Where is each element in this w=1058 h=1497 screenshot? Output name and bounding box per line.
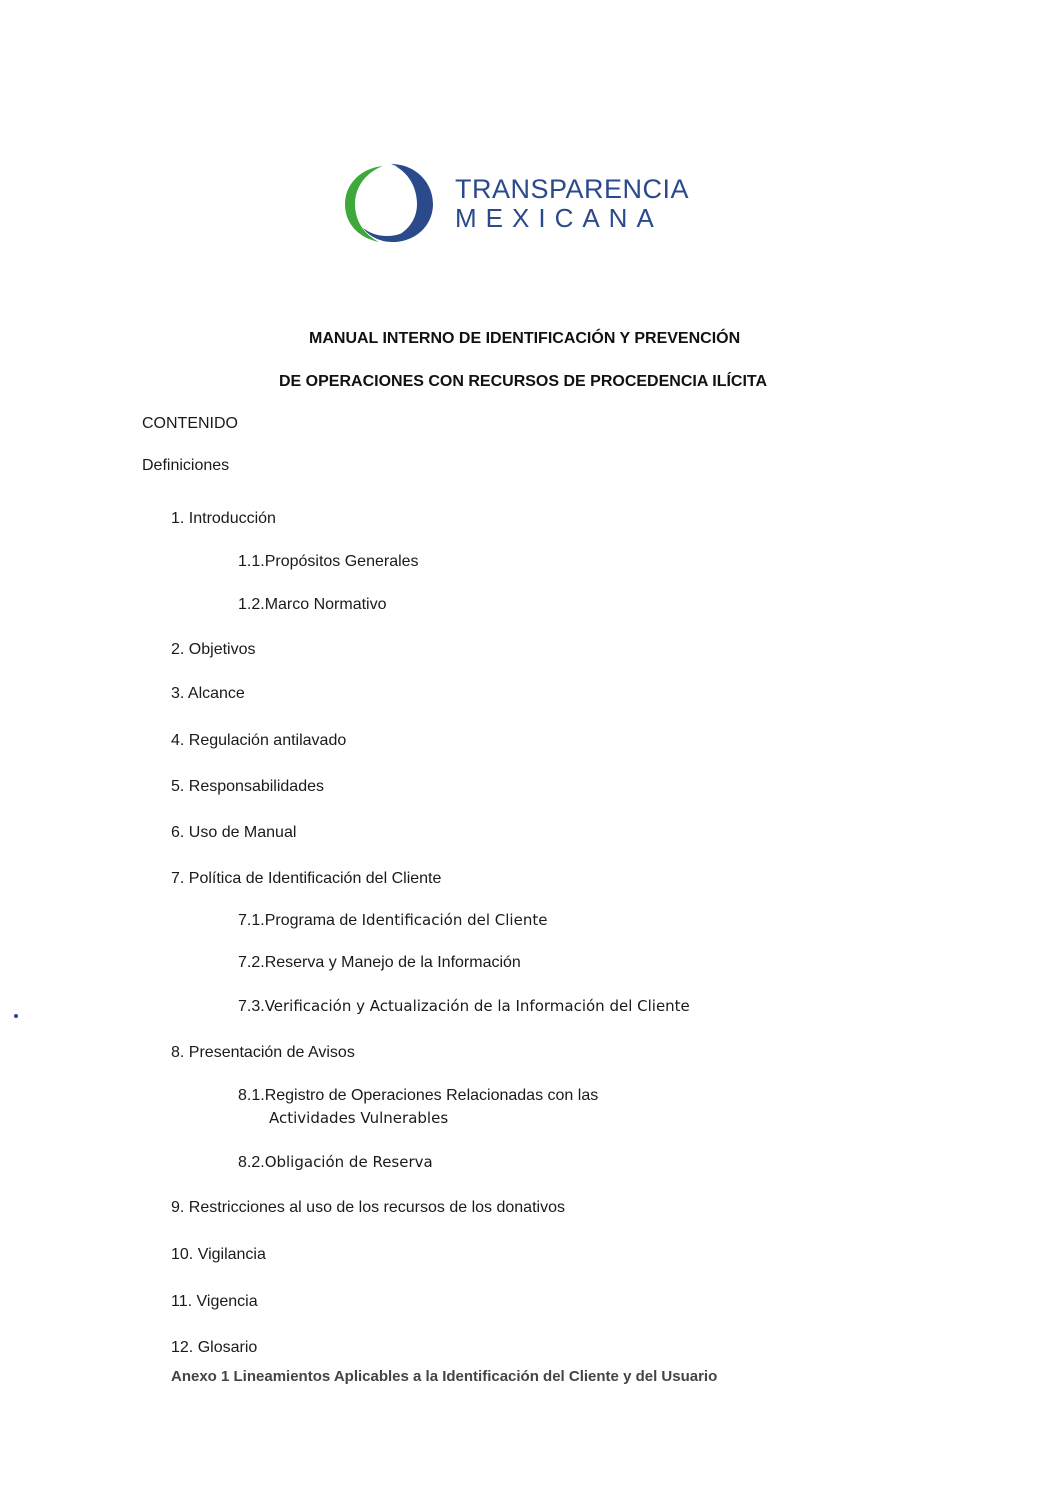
toc-section-1: 1. Introducción — [171, 510, 276, 527]
toc-section-7-1 — [238, 911, 547, 930]
toc-section-9: 9. Restricciones al uso de los recursos de los donativos — [171, 1199, 565, 1216]
toc-section-3: 3. Alcance — [171, 685, 245, 702]
logo-green-arc — [345, 166, 383, 242]
toc-section-8-2 — [238, 1153, 433, 1172]
logo-text-mexicana: MEXICANA — [455, 203, 663, 233]
toc-section-2: 2. Objetivos — [171, 641, 256, 658]
transparencia-mexicana-logo-icon — [343, 162, 435, 244]
toc-section-7-3-number: 7.3. — [238, 998, 265, 1015]
toc-section-4: 4. Regulación antilavado — [171, 732, 347, 749]
toc-section-8-1-line1: 8.1.Registro de Operaciones Relacionadas con las — [238, 1087, 599, 1104]
toc-section-10: 10. Vigilancia — [171, 1246, 266, 1263]
toc-section-7-3-text: Verificación y Actualización de la Información del Cliente — [264, 997, 690, 1015]
toc-section-7: 7. Política de Identificación del Cliente — [171, 870, 442, 887]
annex-1: Anexo 1 Lineamientos Aplicables a la Identificación del Cliente y del Usuario — [171, 1368, 718, 1385]
toc-section-7-3 — [238, 997, 690, 1016]
toc-section-12: 12. Glosario — [171, 1339, 258, 1356]
toc-section-7-2: 7.2.Reserva y Manejo de la Información — [238, 954, 521, 971]
margin-dot — [14, 1014, 18, 1018]
toc-section-1-1: 1.1.Propósitos Generales — [238, 553, 419, 570]
contents-heading: CONTENIDO — [142, 415, 238, 432]
toc-definitions: Definiciones — [142, 457, 230, 474]
toc-section-7-1-text-b: Identificación del Cliente — [361, 911, 548, 929]
document-title-line1: MANUAL INTERNO DE IDENTIFICACIÓN Y PREVENCIÓN — [309, 330, 741, 347]
toc-section-7-1-text-a: Programa de — [264, 912, 362, 929]
toc-section-7-1-number: 7.1. — [238, 912, 265, 929]
document-title-line2: DE OPERACIONES CON RECURSOS DE PROCEDENCIA ILÍCITA — [279, 373, 768, 390]
logo-text-transparencia: TRANSPARENCIA — [455, 174, 690, 204]
toc-section-8: 8. Presentación de Avisos — [171, 1044, 355, 1061]
toc-section-8-2-text: Obligación de Reserva — [264, 1153, 433, 1171]
toc-section-8-1-line2: Actividades Vulnerables — [269, 1109, 449, 1127]
toc-section-11: 11. Vigencia — [171, 1293, 258, 1310]
toc-section-1-2: 1.2.Marco Normativo — [238, 596, 387, 613]
toc-section-6: 6. Uso de Manual — [171, 824, 297, 841]
toc-section-5: 5. Responsabilidades — [171, 778, 324, 795]
toc-section-8-2-number: 8.2. — [238, 1154, 265, 1171]
